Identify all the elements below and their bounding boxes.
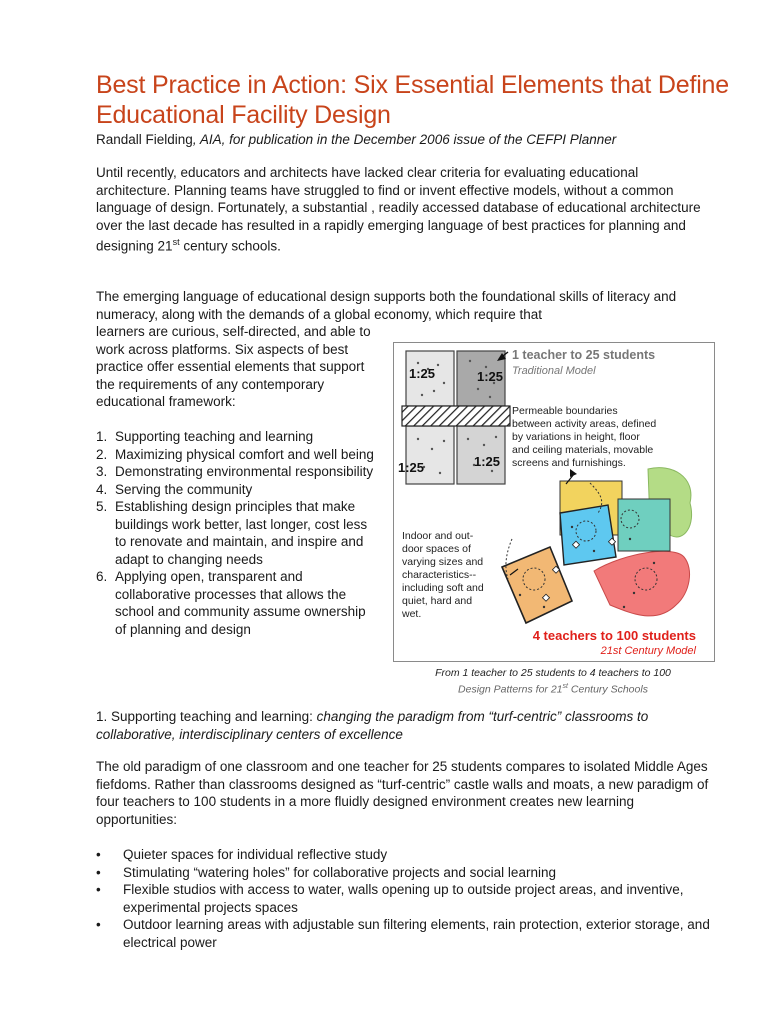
ratio-label: 1:25 [477,369,504,384]
teal-space [618,499,670,551]
note-line: screens and furnishings. [512,457,626,469]
classroom-shape [406,426,454,484]
indoor-outdoor-note [401,530,484,620]
author-role: , AIA, for publication in the December 2006 issue of the CEFPI Planner [192,132,617,147]
traditional-ratio-title: 1 teacher to 25 students [512,348,656,362]
note-line: wet. [402,608,422,620]
bullet-glyph: • [96,864,101,880]
bullet-glyph: • [96,882,101,897]
list-text: Serving the community [115,481,253,497]
blue-space [560,505,616,565]
note-line: characteristics-- [402,569,477,581]
orange-space [502,547,572,623]
intro-paragraph [96,164,716,255]
section-emphasis: changing the paradigm from “turf-centric” classrooms to collaborative, interdisciplinary centers of excellence [96,709,649,742]
elements-list [96,428,376,638]
emerging-paragraph-full: The emerging language of educational design supports both the foundational skills of literacy and numeracy, along with the demands of a global economy, which require that [96,289,677,322]
ratio-label: 1:25 [409,366,436,381]
pointer-arrow [570,469,577,477]
list-number: 4. [96,481,108,497]
list-text: Stimulating “watering holes” for collaborative projects and social learning [123,864,556,880]
traditional-model-label: Traditional Model [512,365,596,377]
pink-space [594,551,690,616]
opportunities-list [96,846,716,951]
list-item [96,846,716,864]
permeable-note [512,405,656,469]
corridor-hatch [402,406,510,426]
traditional-classrooms [398,351,510,484]
list-text: Demonstrating environmental responsibility [115,464,374,479]
figure-caption [393,667,713,697]
caption-line-1: From 1 teacher to 25 students to 4 teachers to 100 [435,667,671,679]
page-title: Best Practice in Action: Six Essential Elements that Define Educational Facility Design [96,71,729,129]
caption-text-b: Century Schools [567,683,648,696]
intro-text-b: century schools. [179,238,281,254]
note-line: and ceiling materials, movable [512,444,654,456]
list-number: 6. [96,569,108,584]
list-text: Establishing design principles that make buildings work better, last longer, cost less to renovate and maintain, and inspire and adapt to changing needs [115,499,368,567]
list-item [96,498,376,568]
note-line: Indoor and out- [402,530,474,542]
note-line: door spaces of [402,543,471,555]
list-item [96,916,716,951]
list-text: Applying open, transparent and collaborative processes that allows the school and community assume ownership of planning and design [115,569,366,637]
list-item [96,881,716,916]
note-line: by variations in height, floor [512,431,640,443]
list-number: 5. [96,499,108,514]
list-item [96,428,376,446]
note-line: between activity areas, defined [512,418,657,430]
list-text: Supporting teaching and learning [115,429,314,444]
list-item [96,463,376,481]
section-lead: 1. Supporting teaching and learning: [96,709,317,724]
paradigm-paragraph: The old paradigm of one classroom and one teacher for 25 students compares to isolated Middle Ages fiefdoms. Rather than classrooms designed as “turf-centric” castle walls and moats, a new paradigm of four teachers to 100 students in a more fluidly designed environment creates new learning opportunities: [96,759,709,827]
list-item [96,568,376,638]
ratio-label: 1:25 [474,454,501,469]
bullet-glyph: • [96,847,101,862]
byline [96,131,736,148]
caption-line-2 [393,680,713,697]
list-number: 3. [96,464,108,479]
bullet-glyph: • [96,917,101,932]
ratio-label: 1:25 [398,460,425,475]
list-item [96,864,716,882]
intro-superscript: st [172,237,180,247]
century-model-label: 21st Century Model [600,645,696,657]
section-heading [96,708,716,743]
list-text: Flexible studios with access to water, walls opening up to outside project areas, and inventive, experimental projects spaces [123,882,684,915]
note-line: including soft and [402,582,484,594]
note-line: quiet, hard and [402,595,473,607]
caption-text-a: Design Patterns for 21 [458,683,563,696]
design-pattern-figure [393,342,715,662]
author-name: Randall Fielding [96,132,193,147]
note-line: Permeable boundaries [512,405,618,417]
list-text: Outdoor learning areas with adjustable sun filtering elements, rain protection, exterior storage, and electrical power [123,917,710,950]
list-text: Quieter spaces for individual reflective study [123,847,388,862]
floorplan-diagram [394,343,714,661]
emerging-paragraph-wrap: learners are curious, self-directed, and able to work across platforms. Six aspects of best practice offer essential elements that support the requirements of any contemporary educational framework: [96,324,371,409]
century-ratio-title: 4 teachers to 100 students [532,628,696,643]
intro-text-a: Until recently, educators and architects have lacked clear criteria for evaluating educational architecture. Planning teams have struggled to find or invent effective models, without a common language of design. Fortunately, a substantial , readily accessed database of educational architecture over the last decade has resulted in a rapidly emerging language of best practices for planning and designing 21 [96,165,701,254]
list-number: 1. [96,429,108,444]
list-item [96,446,376,464]
list-item [96,481,376,499]
cluster-diagram [502,468,692,623]
list-text: Maximizing physical comfort and well being [115,446,374,462]
list-number: 2. [96,446,108,462]
caption-superscript: st [562,683,568,690]
note-line: varying sizes and [402,556,484,568]
